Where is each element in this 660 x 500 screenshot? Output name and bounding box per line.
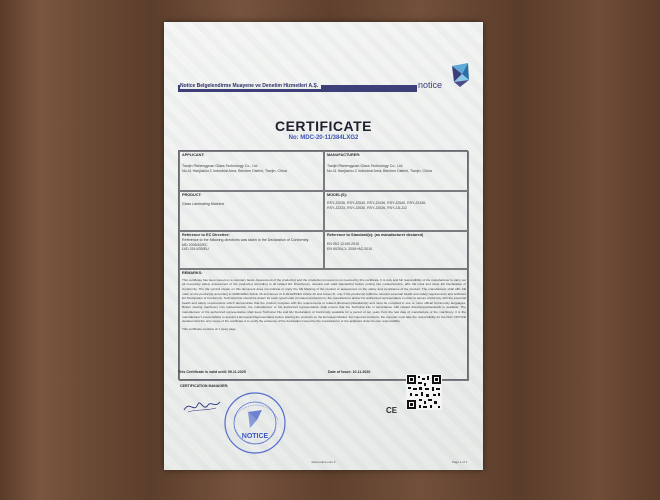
product-cell <box>179 191 324 231</box>
models-line: RSY-J2233, RSY-J2030, RSY-J2026, RSY-JJL-D2 <box>327 205 407 210</box>
ec-directive-label: Reference to EC Directive: <box>182 233 230 237</box>
issue-date: Date of Issue: 10.11.2020 <box>328 370 371 374</box>
applicant-cell <box>179 151 324 191</box>
valid-until: This Certificate is valid until: 09.11.2025 <box>178 370 246 374</box>
certificate-document <box>164 22 483 470</box>
remarks-footer: This certificate consists of 1 (one) page <box>182 326 236 331</box>
ec-directive-line: MD 2006/42/EC <box>182 242 208 247</box>
manufacturer-cell <box>324 151 469 191</box>
ce-mark: CE <box>386 406 398 415</box>
applicant-line: Tianjin Rishengyuan Glass Technology Co., Ltd <box>182 163 258 168</box>
org-name: Notice Belgelendirme Muayene ve Denetim Hizmetleri A.Ş. <box>180 83 321 89</box>
footer-website: www.notice.com.tr <box>311 460 336 464</box>
logo-text: notice <box>418 80 443 90</box>
models-line: RSY-J2036, RSY-J2540, RSY-J2436, RSY-J2540, RSY-J2436, <box>327 200 427 205</box>
notice-stamp-icon <box>222 390 288 456</box>
product-value: Glass Laminating Machine <box>182 201 225 206</box>
manufacturer-line: No.41 Hanjiashu C Industrial Area, Beichen District, Tianjin, China <box>327 168 432 173</box>
certification-manager-label: CERTIFICATION MANAGER: <box>180 384 229 388</box>
certificate-number: No: MDC-20-11/384LXG2 <box>288 135 359 141</box>
standards-line: EN ISO 12100:2010 <box>327 241 360 246</box>
ec-directive-line: LVD 2014/35/EU <box>182 247 209 252</box>
remarks-cell <box>179 269 469 381</box>
standards-line: EN 60204-1: 2006+AC:2010 <box>327 246 373 251</box>
applicant-label: APPLICANT: <box>182 153 205 157</box>
models-label: MODEL(S): <box>327 193 348 197</box>
applicant-line: No.41 Hanjiashu C Industrial Area, Beichen District, Tianjin, China <box>182 168 287 173</box>
ec-directive-line: Reference to the following directives was taken in the Declaration of Conformity: <box>182 237 310 242</box>
certificate-table <box>178 150 468 380</box>
remarks-label: REMARKS: <box>182 271 203 275</box>
manufacturer-line: Tianjin Rishengyuan Glass Technology Co., Ltd <box>327 163 403 168</box>
signature-icon <box>182 396 222 416</box>
ec-directive-cell <box>179 231 324 269</box>
manufacturer-label: MANUFACTURER: <box>327 153 361 157</box>
qr-code-icon <box>406 372 442 412</box>
certificate-title: CERTIFICATE <box>274 118 372 134</box>
remarks-text: This certificate has been issued on a voluntary basis. Assessment of the product(s) and the production process is not covered by this certificate. It is duty and full responsibility of the manufacturer to carry out all necessary safety assessment of the product(s) according to all related EC Directive(s), relevant and valid standard(s) before putting into market/service, affix CE mark and issue EU Declaration of Conformity. The CE symbol shown on this document does not indicate or imply the CE Marking of the product or assessment on the safety and compliance of the product. The manufacturer shall affix CE mark on the product(s) according to 2006/42/EC Article 16 and Annex III & 2014/35/EU Article 16 and Annex III, only if the product(s) fulfill the relevant essential health and safety requirements and sufficient EU Declaration of Conformity. Technical File should be drawn for each type/model of related product(s) by the manufacturer and/or his authorized representative in order to assure conformity with the essential health and safety requirements which demonstrate that the product complies with the requirements of related directive(s)/standard(s) and must be complied in one or more official Community languages. Before placing machinery into market/service, the manufacturer or his authorized representative shall ensure that the Technical File in accordance with related directive(s)/standards is available. The manufacturer or his authorized representative shall keep Technical File and EU Declaration of Conformity available for a period of ten years from the last date of manufacture of the machinery. It is the manufacturer's responsibility to appoint a European Representative before placing the products on the European Market. For imported products, the importer must take the responsibility for the DoC. NOTICE declares that the only scope of the certificate is to verify the existence of the declaration issued by the manufacturer or the applicant under its own responsibility. <box>182 277 466 324</box>
models-cell <box>324 191 469 231</box>
page-number: Page 1 of 1 <box>452 460 468 464</box>
standards-label: Reference to Standard(s): (as manufacturer declared) <box>327 233 424 237</box>
standards-cell <box>324 231 469 269</box>
product-label: PRODUCT: <box>182 193 202 197</box>
notice-logo-icon <box>450 62 470 88</box>
stamp-text: NOTICE <box>241 433 269 440</box>
